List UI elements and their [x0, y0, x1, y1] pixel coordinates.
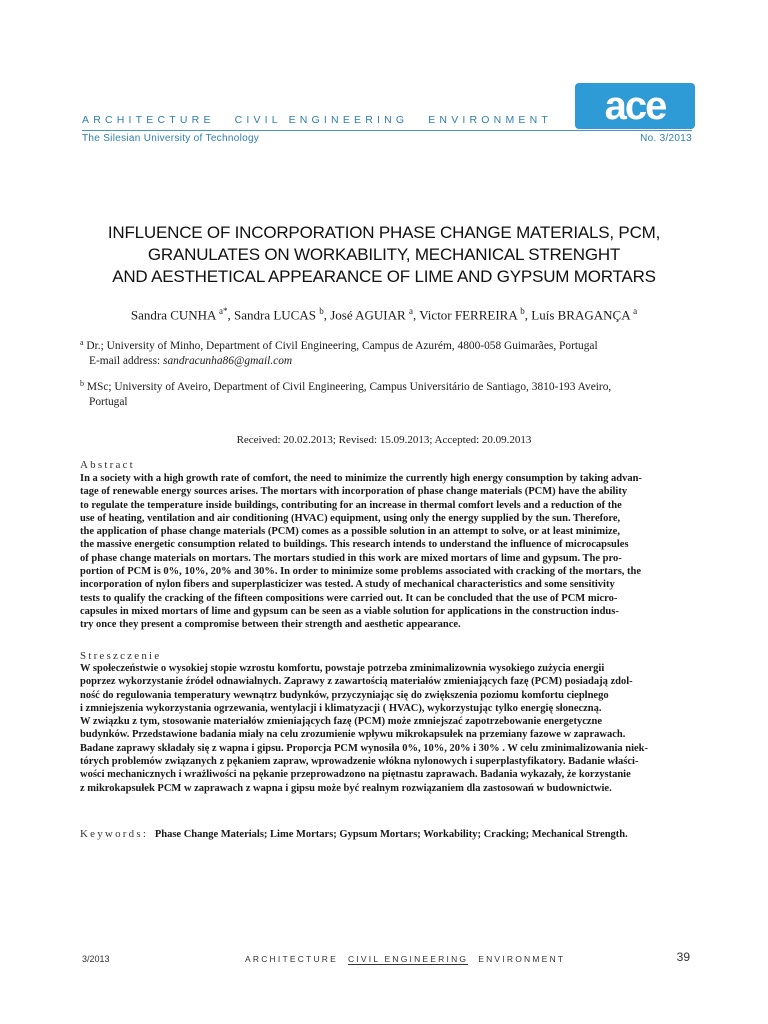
author-sup: b [520, 306, 525, 316]
streszczenie-line: W społeczeństwie o wysokiej stopie wzrostu komfortu, powstaje potrzeba zminimalizownia wysokiego zużycia energii [80, 663, 605, 674]
author-sup: a* [218, 306, 228, 316]
author-sup: a [633, 306, 638, 316]
streszczenie-line: wości mechanicznych i wrażliwości na pękanie przeprowadzono na piętnastu zaprawach. Badania wykazały, że korzystanie [80, 769, 631, 781]
journal-word: ENVIRONMENT [428, 114, 552, 126]
abstract-body [80, 472, 692, 632]
received-dates: Received: 20.02.2013; Revised: 15.09.2013; Accepted: 20.09.2013 [236, 434, 532, 446]
university-name: The Silesian University of Technology [82, 133, 260, 144]
affiliation-a [80, 335, 700, 369]
ace-logo [575, 83, 695, 129]
title-line: AND AESTHETICAL APPEARANCE OF LIME AND GYPSUM MORTARS [112, 267, 656, 286]
journal-word: ARCHITECTURE [82, 114, 215, 126]
keywords [80, 828, 628, 840]
abstract-line: the massive energetic consumption related to buildings. This research intends to understand the influence of microcapsules [80, 539, 629, 551]
footer-journal-word: ENVIRONMENT [478, 954, 566, 964]
abstract-line: try once they present a compromise between their strength and aesthetic appearance. [80, 619, 461, 631]
abstract-heading: Abstract [80, 459, 135, 471]
author-sup: b [319, 306, 324, 316]
affiliation-sup: a [80, 338, 84, 347]
title-line: GRANULATES ON WORKABILITY, MECHANICAL STRENGHT [147, 245, 621, 264]
streszczenie-line: ność do regulowania temperatury wewnątrz budynków, przyczyniając się do zwiększenia poziomu komfortu cieplnego [80, 689, 609, 701]
abstract-line: tage of renewable energy sources arises. The mortars with incorporation of phase change materials (PCM) have the ability [80, 486, 628, 498]
email-label: E-mail address: [89, 355, 164, 367]
journal-name [82, 114, 552, 126]
abstract-line: In a society with a high growth rate of comfort, the need to minimize the currently high energy consumption by taking advan- [80, 473, 642, 484]
abstract-line: use of heating, ventilation and air conditioning (HVAC) equipment, using only the energy supplied by the sun. Therefore, [80, 512, 621, 524]
keywords-text: Phase Change Materials; Lime Mortars; Gypsum Mortars; Workability; Cracking; Mechanical Strength. [154, 829, 628, 840]
abstract-line: incorporation of nylon fibers and superplasticizer was tested. A study of mechanical characteristics and some sensitivity [80, 579, 615, 591]
author-sup: a [408, 306, 413, 316]
footer-journal [245, 954, 565, 965]
logo-text: ace [604, 84, 666, 128]
footer-journal-word: ARCHITECTURE [245, 954, 338, 964]
journal-word: CIVIL ENGINEERING [234, 114, 409, 126]
abstract-line: portion of PCM is 0%, 10%, 20% and 30%. In order to minimize some problems associated with cracking of the mortars, the [80, 566, 642, 578]
footer-issue: 3/2013 [82, 954, 110, 964]
issue-number: No. 3/2013 [640, 133, 692, 144]
article-title [60, 222, 708, 288]
streszczenie-line: Badane zaprawy składały się z wapna i gipsu. Proporcja PCM wynosiła 0%, 10%, 20% i 30% . W celu zminimalizowania niek- [80, 742, 649, 754]
author-name: Sandra LUCAS [233, 307, 316, 323]
abstract-line: capsules in mixed mortars of lime and gypsum can be seen as a viable solution for applications in the construction indus- [80, 605, 619, 617]
streszczenie-line: i zmniejszenia wykorzystania ogrzewania, wentylacji i klimatyzacji ( HVAC), wykorzystując tylko energię słoneczną. [80, 702, 602, 714]
keywords-label: Keywords: [80, 828, 149, 840]
affiliation-b [80, 376, 700, 410]
author-list: Sandra CUNHA $^{a*}$, Sandra LUCAS $^b$, José AGUIAR $^a$, Victor FERREIRA $^b$, Luís BRAGANÇA $^a$ [130, 306, 638, 323]
header-rule [82, 130, 692, 131]
page-number: 39 [676, 950, 690, 964]
affiliation-text: Dr.; University of Minho, Department of Civil Engineering, Campus de Azurém, 4800-058 Guimarães, Portugal [86, 340, 598, 352]
streszczenie-line: z mikrokapsułek PCM w zaprawach z wapna i gipsu może być realnym rozwiązaniem dla zastosowań w budownictwie. [80, 782, 612, 794]
streszczenie-line: tórych problemów związanych z pękaniem zapraw, wprowadzenie włókna nylonowych i superplastyfikatory. Badanie właści- [80, 756, 639, 768]
author-name: Sandra CUNHA [130, 307, 216, 323]
title-line: INFLUENCE OF INCORPORATION PHASE CHANGE MATERIALS, PCM, [107, 223, 661, 242]
affiliation-text: Portugal [89, 396, 128, 408]
email-link[interactable]: sandracunha86@gmail.com [163, 355, 293, 367]
streszczenie-heading: Streszczenie [80, 650, 162, 662]
affiliation-sup: b [80, 379, 84, 388]
abstract-line: tests to qualify the cracking of the fifteen compositions were carried out. It can be concluded that the use of PCM micro- [80, 592, 618, 604]
author-name: Luís BRAGANÇA [531, 307, 630, 323]
streszczenie-line: W związku z tym, stosowanie materiałów zmieniających fazę (PCM) może zmniejszać zapotrzebowanie energetyczne [80, 716, 603, 728]
author-name: José AGUIAR [330, 307, 406, 323]
abstract-line: the application of phase change materials (PCM) comes as a possible solution in an attempt to solve, or at least minimize, [80, 526, 620, 538]
abstract-line: of phase change materials on mortars. The mortars studied in this work are mixed mortars of lime and gypsum. The pro- [80, 552, 622, 564]
streszczenie-line: poprzez wykorzystanie źródeł odnawialnych. Zaprawy z zawartością materiałów zmieniających fazę (PCM) posiadają zdol- [80, 676, 633, 688]
affiliation-text: MSc; University of Aveiro, Department of Civil Engineering, Campus Universitário de Santiago, 3810-193 Aveiro, [86, 381, 612, 393]
footer-journal-word: CIVIL ENGINEERING [348, 954, 469, 964]
streszczenie-body [80, 662, 692, 795]
streszczenie-line: budynków. Przedstawione badania miały na celu zrozumienie wpływu mikrokapsułek na przemiany fazowe w zaprawach. [80, 729, 626, 741]
abstract-line: to regulate the temperature inside buildings, contributing for an increase in thermal comfort levels and a reduction of the [80, 499, 622, 511]
author-name: Victor FERREIRA [419, 307, 518, 323]
